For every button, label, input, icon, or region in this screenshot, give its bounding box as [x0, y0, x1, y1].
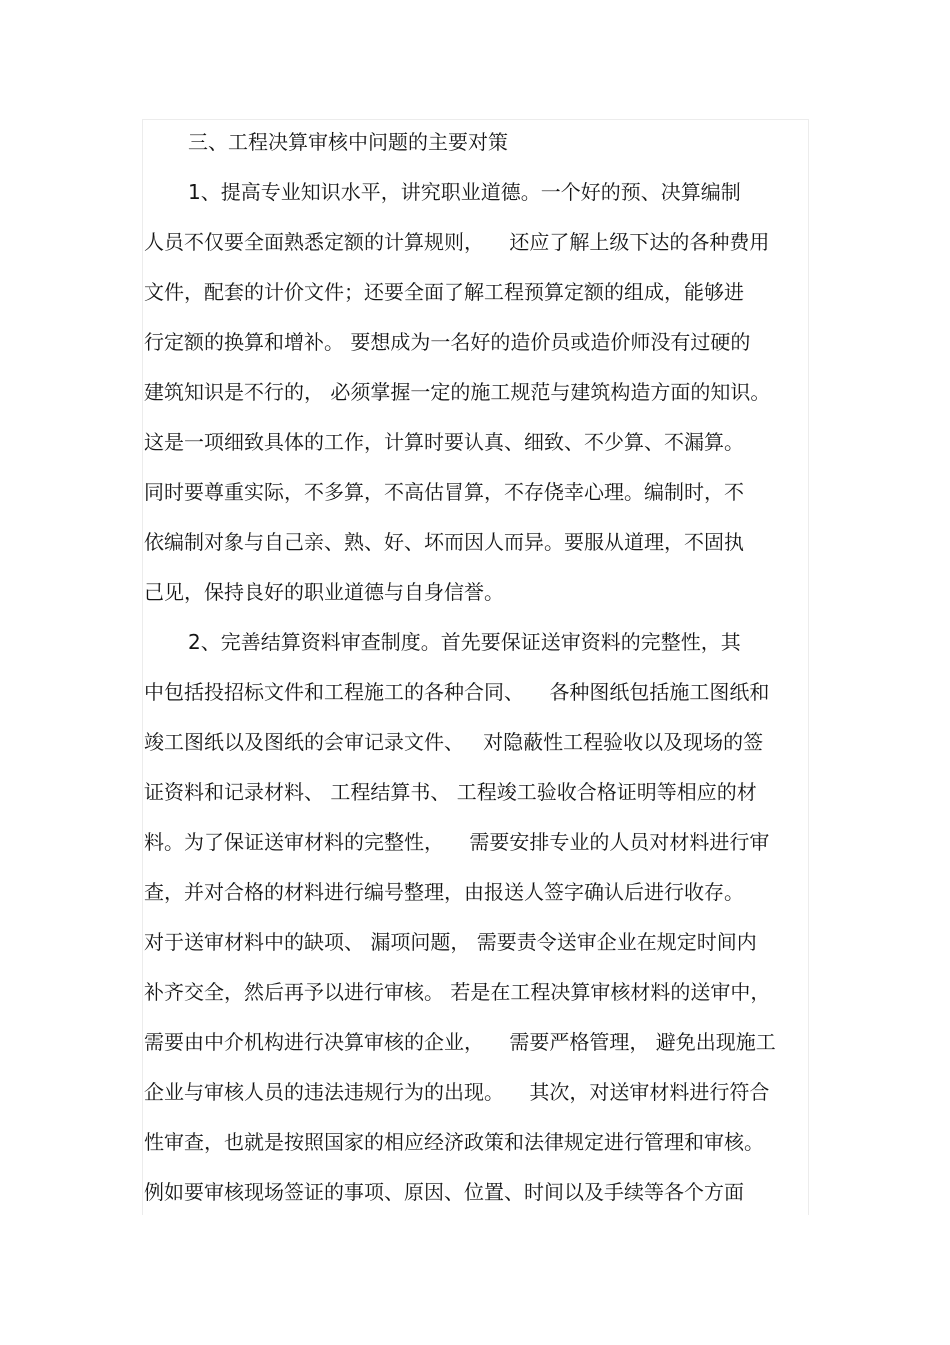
- paragraph-line: 料。为了保证送审材料的完整性， 需要安排专业的人员对材料进行审: [144, 830, 770, 854]
- paragraph-line: 企业与审核人员的违法违规行为的出现。 其次，对送审材料进行符合: [144, 1080, 770, 1104]
- paragraph-line: 对于送审材料中的缺项、 漏项问题， 需要责令送审企业在规定时间内: [144, 930, 757, 954]
- paragraph-line: 文件，配套的计价文件；还要全面了解工程预算定额的组成，能够进: [144, 280, 744, 304]
- paragraph-line: 中包括投招标文件和工程施工的各种合同、 各种图纸包括施工图纸和: [144, 680, 770, 704]
- paragraph-line: 依编制对象与自己亲、熟、好、坏而因人而异。要服从道理，不固执: [144, 530, 744, 554]
- paragraph-line: 同时要尊重实际，不多算，不高估冒算，不存侥幸心理。编制时，不: [144, 480, 744, 504]
- paragraph-line: 例如要审核现场签证的事项、原因、位置、时间以及手续等各个方面: [144, 1180, 744, 1204]
- paragraph-line: 这是一项细致具体的工作，计算时要认真、细致、不少算、不漏算。: [144, 430, 744, 454]
- paragraph-line: 2、完善结算资料审查制度。首先要保证送审资料的完整性，其: [188, 630, 741, 654]
- paragraph-line: 证资料和记录材料、 工程结算书、 工程竣工验收合格证明等相应的材: [144, 780, 757, 804]
- paragraph-line: 己见，保持良好的职业道德与自身信誉。: [144, 580, 504, 604]
- paragraph-line: 竣工图纸以及图纸的会审记录文件、 对隐蔽性工程验收以及现场的签: [144, 730, 764, 754]
- section-heading: 三、工程决算审核中问题的主要对策: [188, 130, 508, 154]
- paragraph-line: 建筑知识是不行的， 必须掌握一定的施工规范与建筑构造方面的知识。: [144, 380, 771, 404]
- paragraph-line: 需要由中介机构进行决算审核的企业， 需要严格管理， 避免出现施工: [144, 1030, 776, 1054]
- paragraph-line: 1、提高专业知识水平，讲究职业道德。一个好的预、决算编制: [188, 180, 741, 204]
- paragraph-line: 查，并对合格的材料进行编号整理，由报送人签字确认后进行收存。: [144, 880, 744, 904]
- document-body: [144, 124, 804, 1224]
- paragraph-line: 人员不仅要全面熟悉定额的计算规则， 还应了解上级下达的各种费用: [144, 230, 770, 254]
- paragraph-line: 性审查，也就是按照国家的相应经济政策和法律规定进行管理和审核。: [144, 1130, 764, 1154]
- paragraph-line: 行定额的换算和增补。 要想成为一名好的造价员或造价师没有过硬的: [144, 330, 751, 354]
- paragraph-line: 补齐交全，然后再予以进行审核。 若是在工程决算审核材料的送审中，: [144, 980, 771, 1004]
